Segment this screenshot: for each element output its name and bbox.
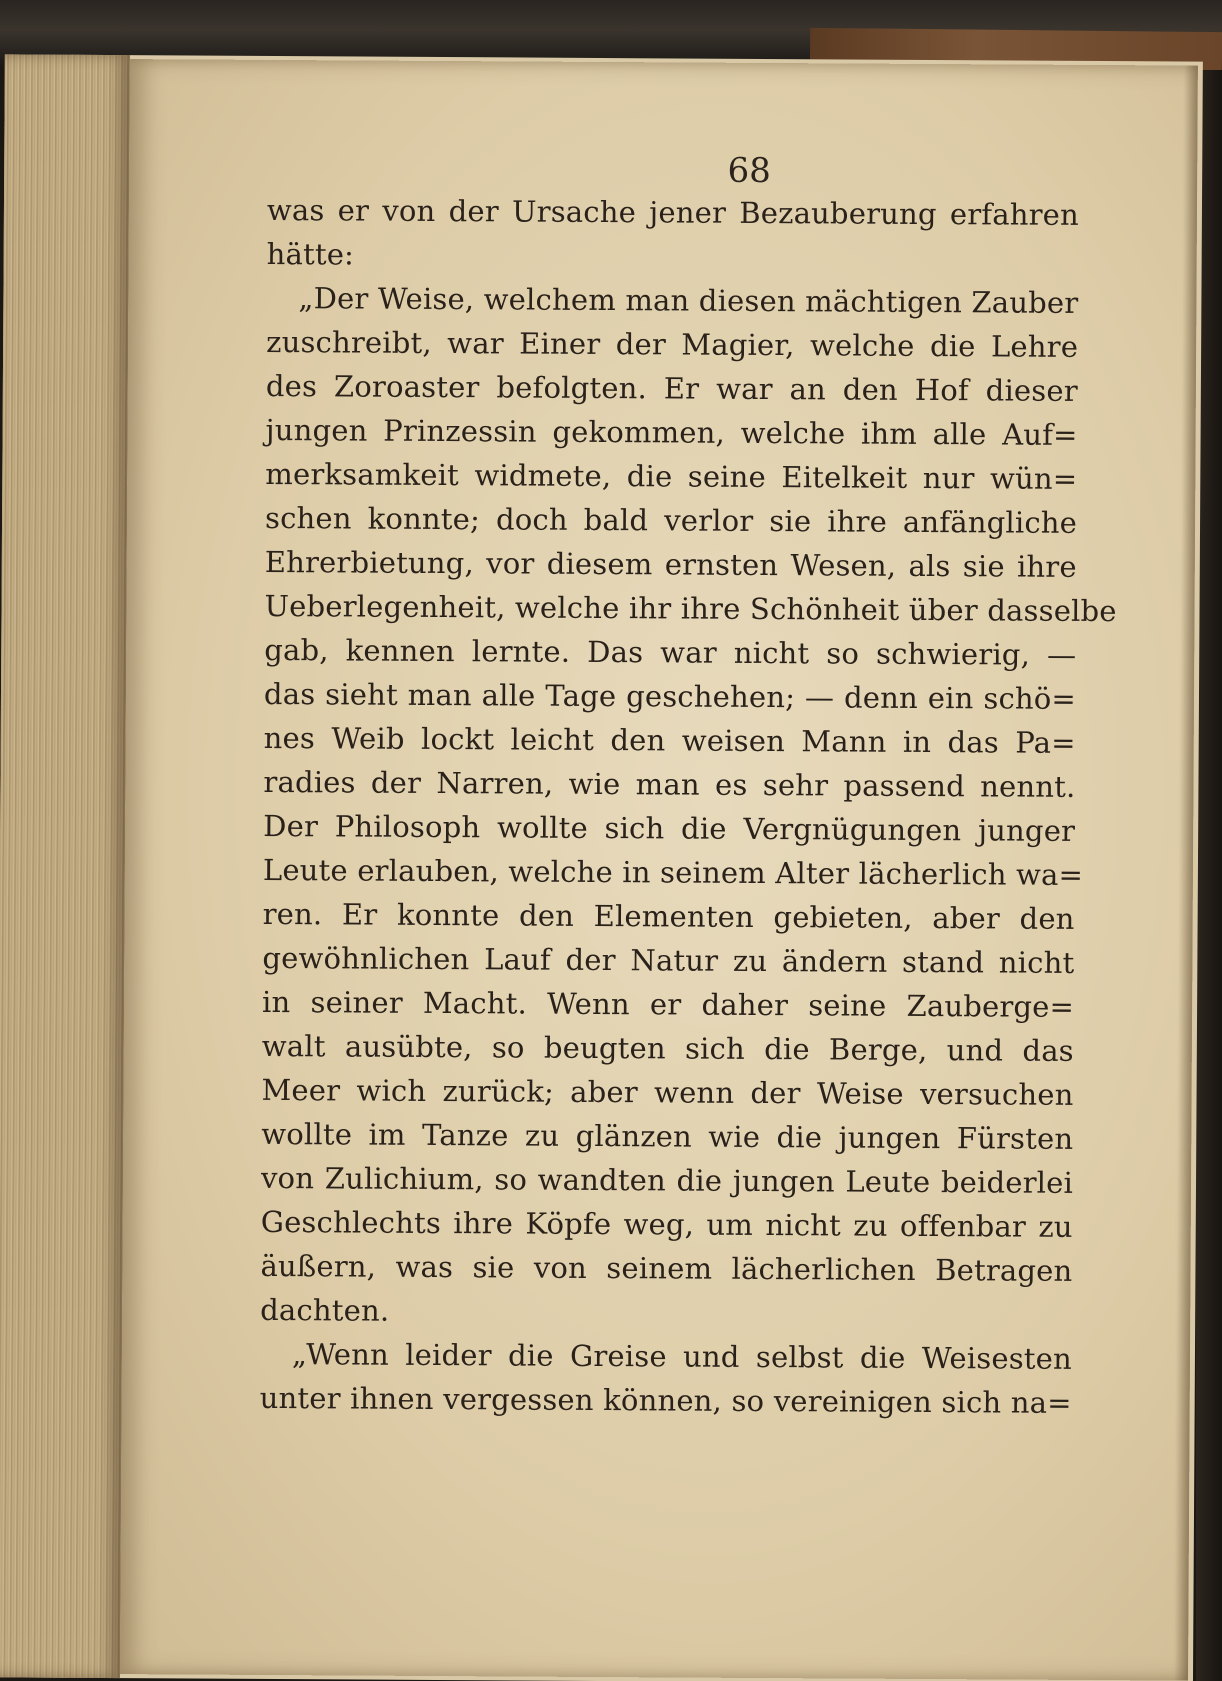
page-number: 68	[727, 150, 771, 192]
text-line: Meer wich zurück; aber wenn der Weise versuchen	[261, 1072, 1074, 1112]
text-line: von Zulichium, so wandten die jungen Leute beiderlei	[260, 1160, 1074, 1200]
text-line: „Wenn leider die Greise und selbst die Weisesten	[291, 1337, 1073, 1376]
text-line: „Der Weise, welchem man diesen mächtigen Zauber	[298, 281, 1079, 320]
text-line: wollte im Tanze zu glänzen wie die jungen Fürsten	[261, 1116, 1074, 1156]
page-body-text	[259, 188, 1117, 1425]
text-line: Geschlechts ihre Köpfe weg, um nicht zu offenbar zu	[260, 1204, 1073, 1244]
text-line: Der Philosoph wollte sich die Vergnügungen junger	[263, 808, 1076, 848]
text-line: zuschreibt, war Einer der Magier, welche die Lehre	[266, 324, 1079, 364]
text-line: das sieht man alle Tage geschehen; — denn ein schö=	[263, 676, 1077, 716]
text-line: Ueberlegenheit, welche ihr ihre Schönheit über dasselbe	[264, 588, 1117, 629]
text-line: Leute erlauben, welche in seinem Alter lächerlich wa=	[262, 852, 1084, 892]
text-line: unter ihnen vergessen können, so vereinigen sich na=	[259, 1380, 1072, 1420]
text-line: äußern, was sie von seinem lächerlichen Betragen	[260, 1248, 1073, 1288]
text-line: hätte:	[266, 236, 355, 272]
text-line: nes Weib lockt leicht den weisen Mann in das Pa=	[263, 720, 1076, 760]
text-line: radies der Narren, wie man es sehr passend nennt.	[263, 764, 1076, 804]
book-page	[120, 59, 1198, 1680]
text-line: was er von der Ursache jener Bezauberung erfahren	[266, 192, 1080, 232]
text-line: schen konnte; doch bald verlor sie ihre anfängliche	[264, 500, 1078, 540]
page-gutter-shadow	[1174, 66, 1198, 1681]
text-line: merksamkeit widmete, die seine Eitelkeit nur wün=	[265, 456, 1078, 496]
text-line: ren. Er konnte den Elementen gebieten, aber den	[262, 896, 1075, 936]
text-line: jungen Prinzessin gekommen, welche ihm alle Auf=	[265, 412, 1078, 452]
text-line: walt ausübte, so beugten sich die Berge, und das	[261, 1028, 1074, 1068]
text-line: gewöhnlichen Lauf der Natur zu ändern stand nicht	[262, 940, 1075, 980]
text-line: dachten.	[260, 1292, 390, 1328]
page-edges	[0, 54, 130, 1678]
text-line: gab, kennen lernte. Das war nicht so schwierig, —	[264, 632, 1077, 672]
book-page-block	[0, 54, 1203, 1681]
text-line: in seiner Macht. Wenn er daher seine Zauberge=	[262, 984, 1075, 1024]
text-line: des Zoroaster befolgten. Er war an den Hof dieser	[265, 368, 1078, 408]
text-line: Ehrerbietung, vor diesem ernsten Wesen, als sie ihre	[264, 544, 1077, 584]
